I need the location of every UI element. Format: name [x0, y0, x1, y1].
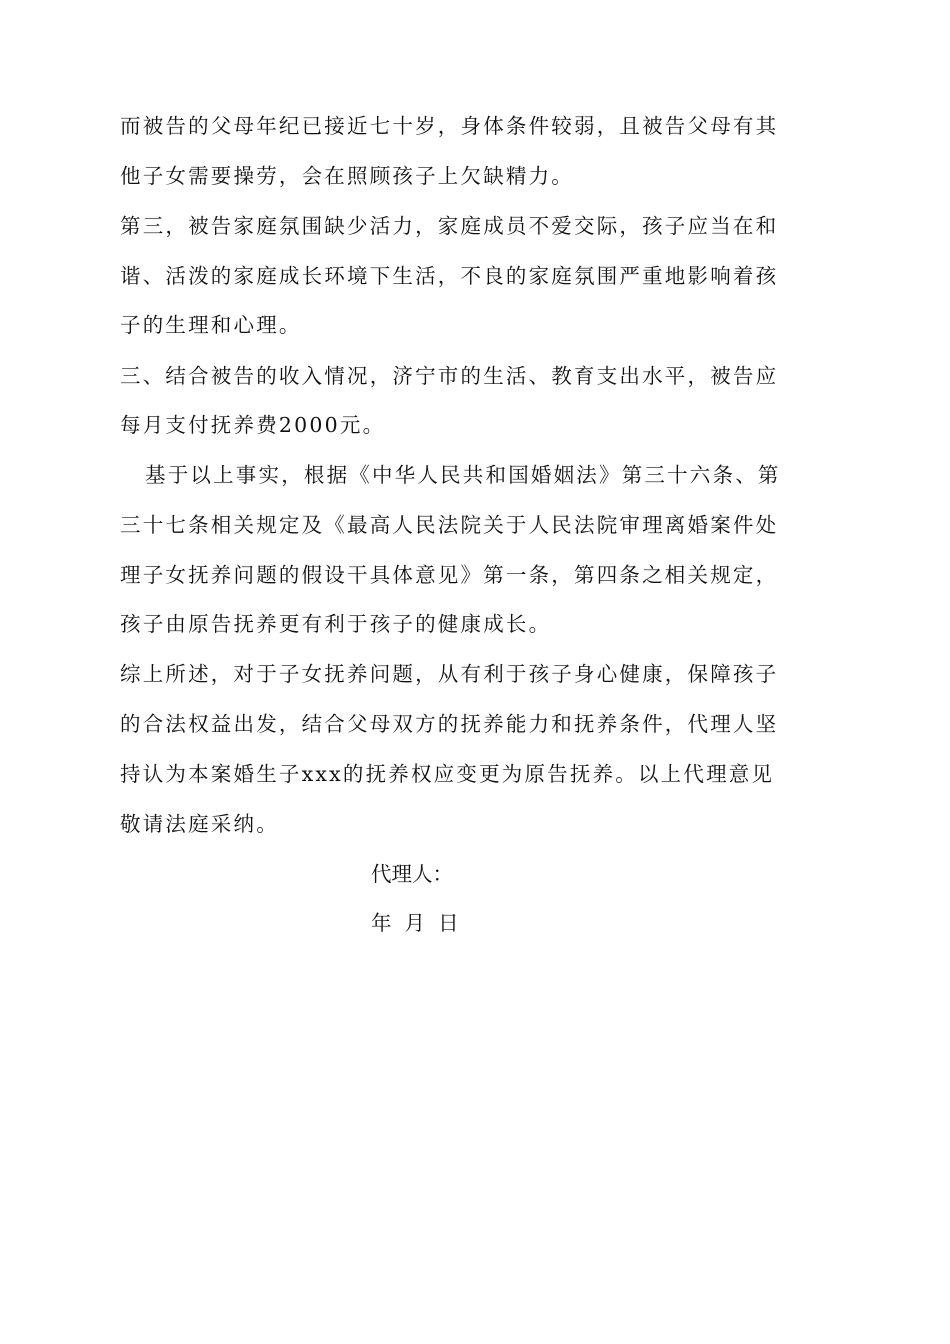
text-line: 理子女抚养问题的假设干具体意见》第一条，第四条之相关规定，	[120, 563, 779, 587]
text-line: 敬请法庭采纳。	[120, 812, 279, 836]
text-line: 持认为本案婚生子xxx的抚养权应变更为原告抚养。以上代理意见	[120, 762, 775, 786]
text-line: 孩子由原告抚养更有利于孩子的健康成长。	[120, 612, 552, 636]
text-line: 第三，被告家庭氛围缺少活力，家庭成员不爱交际，孩子应当在和	[120, 214, 779, 238]
text-line: 子的生理和心理。	[120, 313, 302, 337]
text-line: 三十七条相关规定及《最高人民法院关于人民法院审理离婚案件处	[120, 513, 779, 537]
text-line: 他子女需要操劳，会在照顾孩子上欠缺精力。	[120, 164, 574, 188]
text-line: 基于以上事实，根据《中华人民共和国婚姻法》第三十六条、第	[145, 463, 781, 487]
signature-label: 代理人：	[371, 862, 453, 886]
text-line: 谐、活泼的家庭成长环境下生活，不良的家庭氛围严重地影响着孩	[120, 264, 779, 288]
text-line: 而被告的父母年纪已接近七十岁，身体条件较弱，且被告父母有其	[120, 114, 779, 138]
text-line: 每月支付抚养费2000元。	[120, 413, 386, 437]
text-line: 三、结合被告的收入情况，济宁市的生活、教育支出水平，被告应	[120, 364, 779, 388]
text-line: 综上所述，对于子女抚养问题，从有利于孩子身心健康，保障孩子	[120, 662, 779, 686]
text-line: 的合法权益出发，结合父母双方的抚养能力和抚养条件，代理人坚	[120, 712, 779, 736]
date-label: 年 月 日	[371, 911, 459, 935]
